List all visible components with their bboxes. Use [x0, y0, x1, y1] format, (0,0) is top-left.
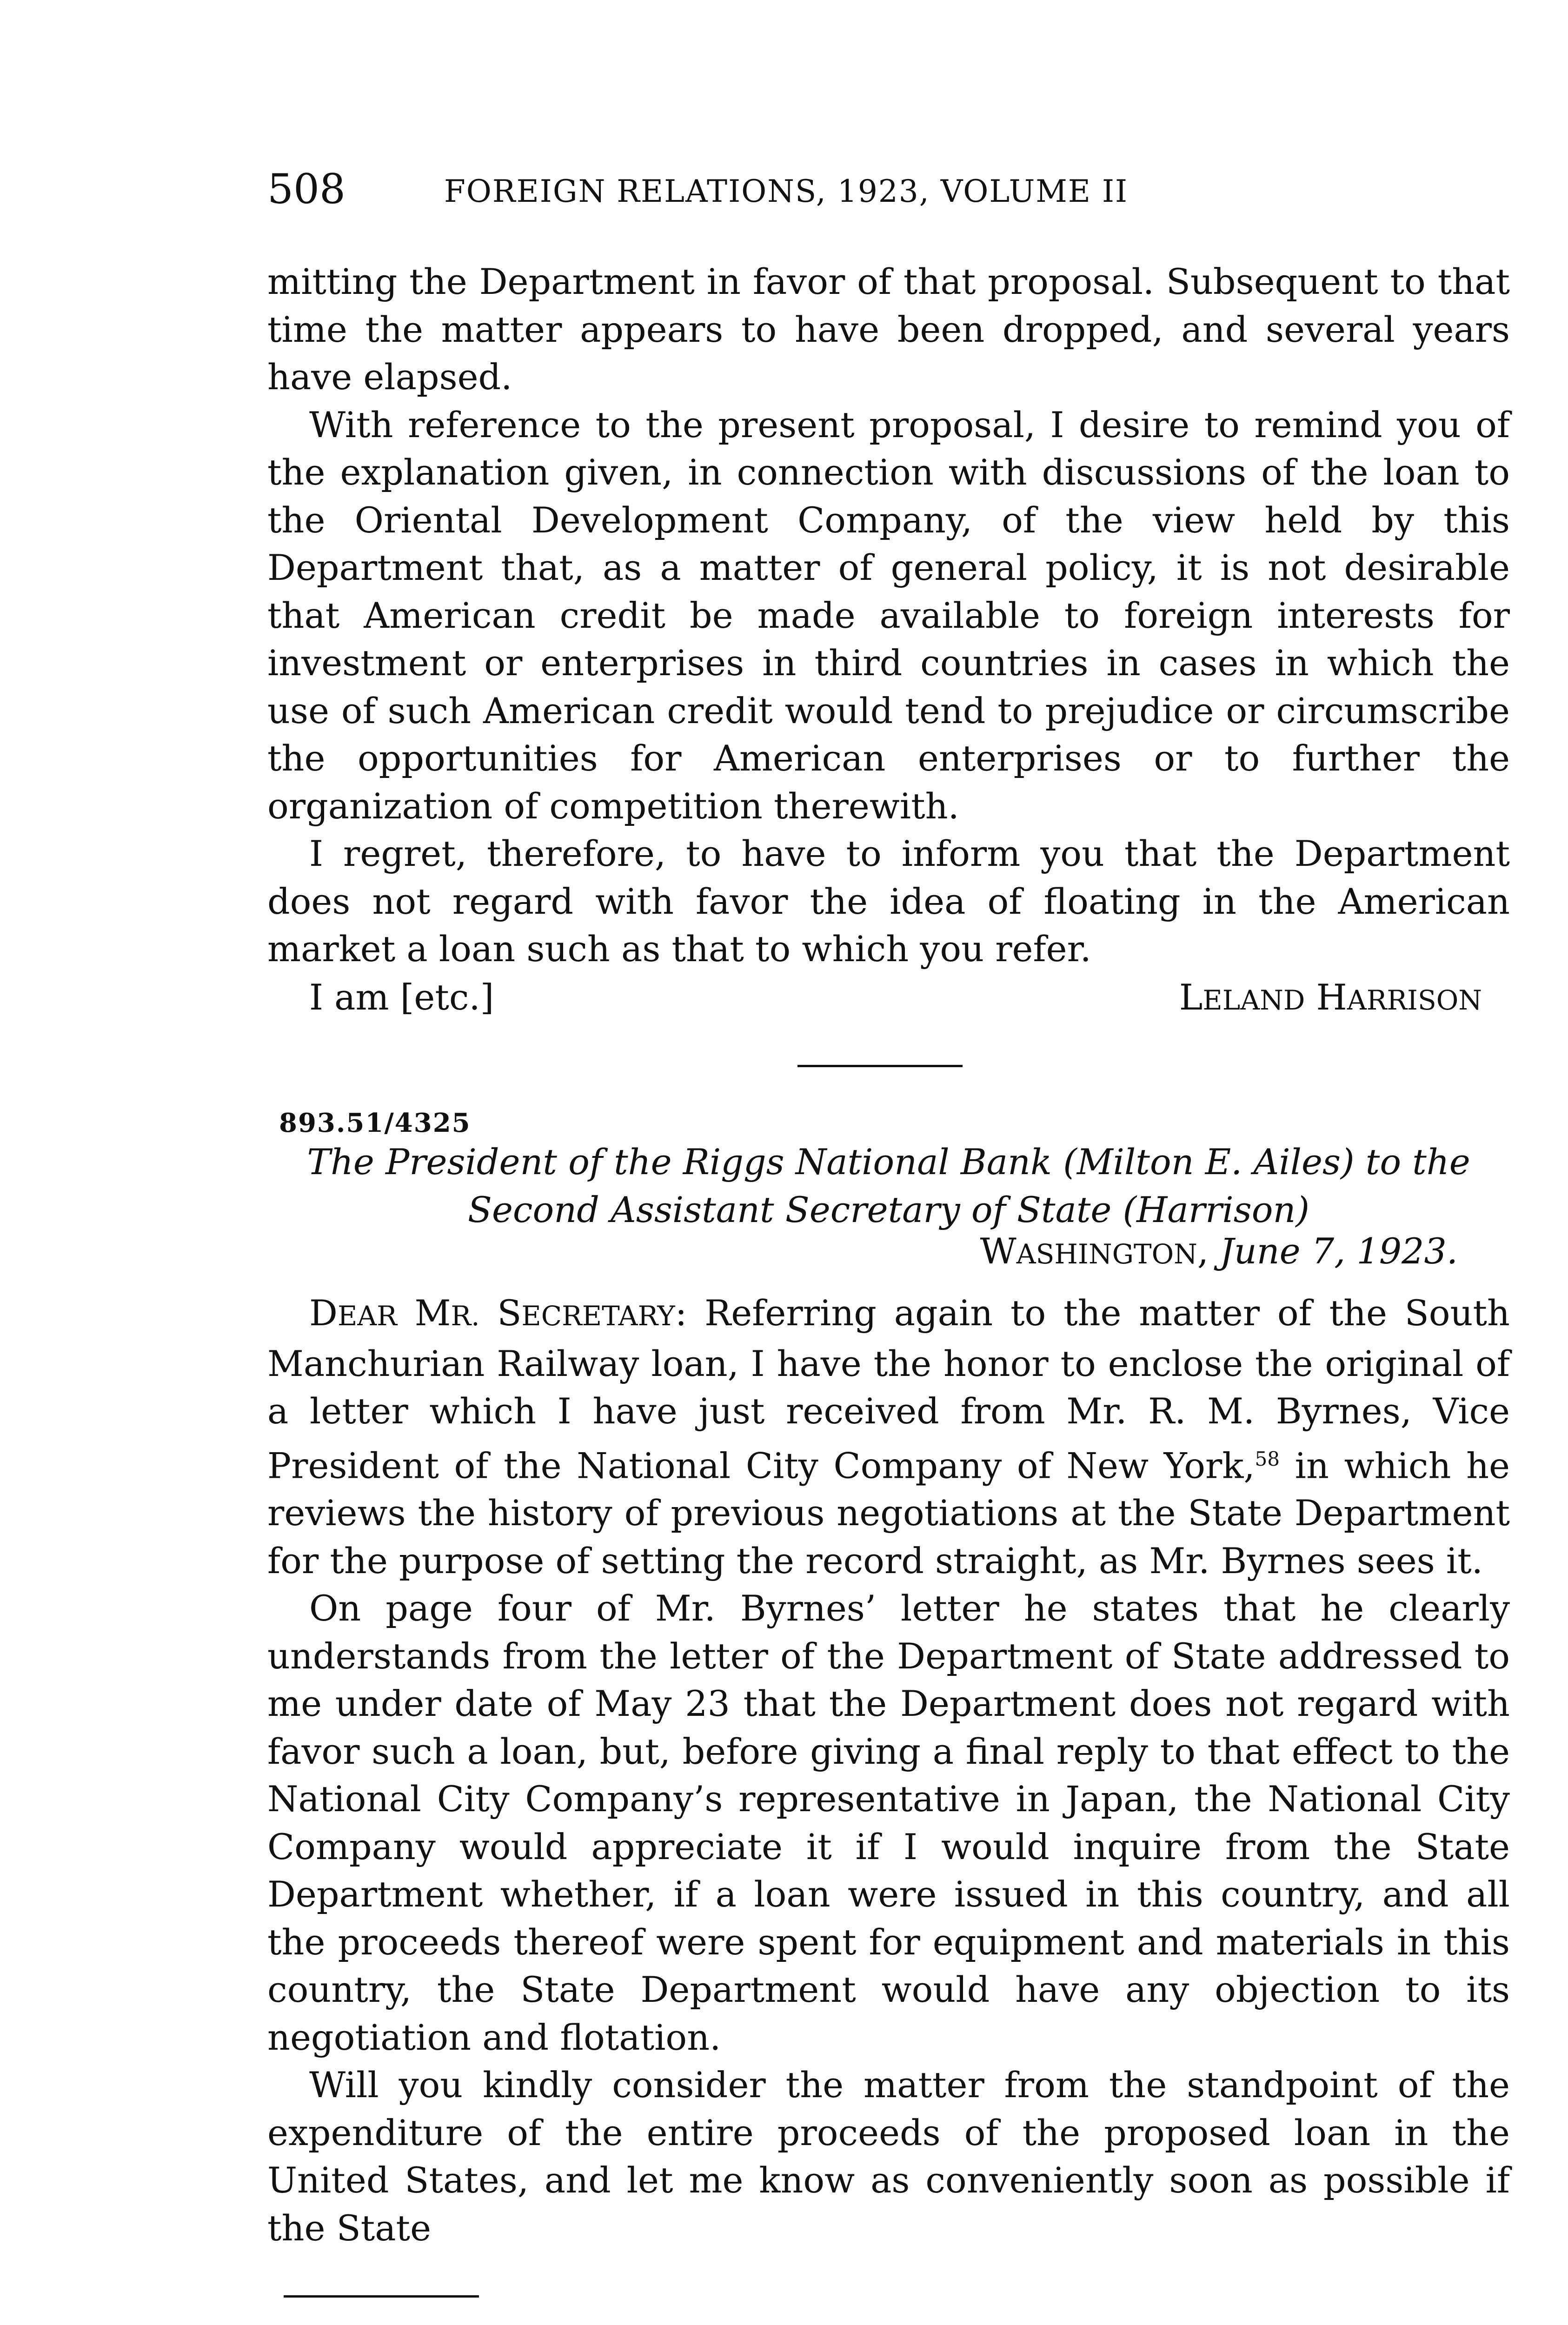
letter-body: [267, 1289, 1510, 2252]
previous-letter-body: [267, 258, 1510, 973]
heading-line: The President of the Riggs National Bank (Milton E. Ailes) to the: [307, 1141, 1470, 1182]
footnote-reference: 58: [1255, 1447, 1280, 1470]
paragraph: Will you kindly consider the matter from the standpoint of the expenditure of the entire proceeds of the proposed loan in the United States, and let me know as conveniently soon as possible if the State: [267, 2064, 1510, 2249]
complimentary-close: I am [etc.]: [309, 976, 494, 1018]
paragraph: DEAR MR. SECRETARY: Referring again to the matter of the South Manchurian Railway loan, I have the honor to enclose the original of a letter which I have just received from Mr. R. M. Byrnes, Vice President of the National City Company of New York,$^{58}$ in which he reviews the history of previous negotiations at the State Department for the purpose of setting the record straight, as Mr. Byrnes sees it.: [267, 1292, 1510, 1581]
letter-closing: [267, 974, 1510, 1025]
section-divider: [797, 1065, 963, 1067]
paragraph: mitting the Department in favor of that proposal. Subsequent to that time the matter appears to have been dropped, and several years have elapsed.: [267, 261, 1510, 398]
page-number: 508: [267, 165, 345, 213]
paragraph: I regret, therefore, to have to inform you that the Department does not regard with favor the idea of floating in the American market a loan such as that to which you refer.: [267, 833, 1510, 970]
paragraph: With reference to the present proposal, I desire to remind you of the explanation given, in connection with discussions of the loan to the Oriental Development Company, of the view held by this Department that, as a matter of general policy, it is not desirable that American credit be made available to foreign interests for investment or enterprises in third countries in cases in which the use of such American credit would tend to prejudice or circumscribe the opportunities for American enterprises or to further the organization of competition therewith.: [267, 404, 1510, 827]
dateline-date: June 7, 1923.: [1220, 1230, 1458, 1272]
salutation: DEAR MR. SECRETARY:: [309, 1292, 687, 1334]
heading-line: Second Assistant Secretary of State (Harrison): [467, 1189, 1310, 1230]
dateline: WASHINGTON, June 7, 1923.: [980, 1230, 1458, 1272]
file-number: 893.51/4325: [279, 1108, 471, 1138]
running-head: [267, 165, 1314, 216]
running-title: FOREIGN RELATIONS, 1923, VOLUME II: [444, 173, 1129, 209]
signature: LELAND HARRISON: [1179, 976, 1482, 1018]
footnote-divider: [284, 2295, 479, 2298]
document-heading: [267, 1138, 1510, 1234]
paragraph: On page four of Mr. Byrnes’ letter he states that he clearly understands from the letter of the Department of State addressed to me under date of May 23 that the Department does not regard with favor such a loan, but, before giving a final reply to that effect to the National City Company’s representative in Japan, the National City Company would appreciate it if I would inquire from the State Department whether, if a loan were issued in this country, and all the proceeds thereof were spent for equipment and materials in this country, the State Department would have any objection to its negotiation and flotation.: [267, 1588, 1510, 2058]
